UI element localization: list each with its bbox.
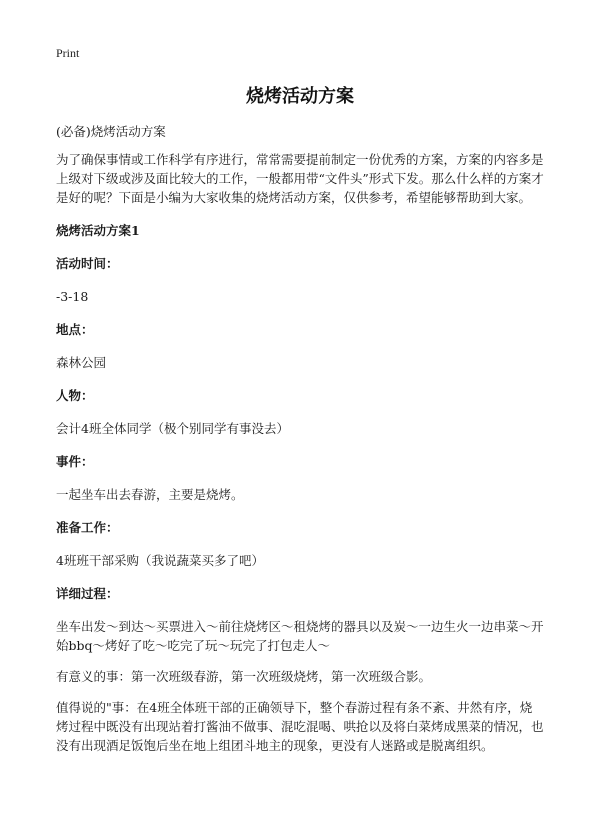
document-body [56,122,544,755]
print-link[interactable]: Print [56,46,80,60]
intro-paragraph: 为了确保事情或工作科学有序进行，常常需要提前制定一份优秀的方案，方案的内容多是上级对下级或涉及面比较大的工作，一般都用带“文件头”形式下发。那么什么样的方案才是好的呢？下面是小编为大家收集的烧烤活动方案，仅供参考，希望能够帮助到大家。 [56,152,544,205]
worth-paragraph: 值得说的"事：在4班全体班干部的正确领导下，整个春游过程有条不紊、井然有序，烧烤过程中既没有出现站着打酱油不做事、混吃混喝、哄抢以及将白菜烤成黑菜的情况，也没有出现酒足饭饱后坐在地上组团斗地主的现象，更没有人迷路或是脱离组织。 [56,700,544,753]
place-label: 地点： [56,322,94,337]
page-title: 烧烤活动方案 [246,86,354,107]
time-value: -3-18 [56,289,89,304]
time-label: 活动时间： [56,256,119,271]
event-value: 一起坐车出去春游，主要是烧烤。 [56,487,244,502]
meaningful-paragraph: 有意义的事：第一次班级春游，第一次班级烧烤，第一次班级合影。 [56,669,432,684]
section-heading: 烧烤活动方案1 [56,223,140,238]
process-value: 坐车出发～到达～买票进入～前往烧烤区～租烧烤的器具以及炭～一边生火一边串菜～开始bbq～烤好了吃～吃完了玩～玩完了打包走人～ [56,619,544,653]
people-value: 会计4班全体同学（极个别同学有事没去） [56,421,289,436]
prep-label: 准备工作： [56,520,119,535]
event-label: 事件： [56,454,94,469]
place-value: 森林公园 [56,355,107,370]
prep-value: 4班班干部采购（我说蔬菜买多了吧） [56,553,264,568]
people-label: 人物： [56,388,94,403]
subtitle: (必备)烧烤活动方案 [56,124,166,139]
process-label: 详细过程： [56,586,119,601]
